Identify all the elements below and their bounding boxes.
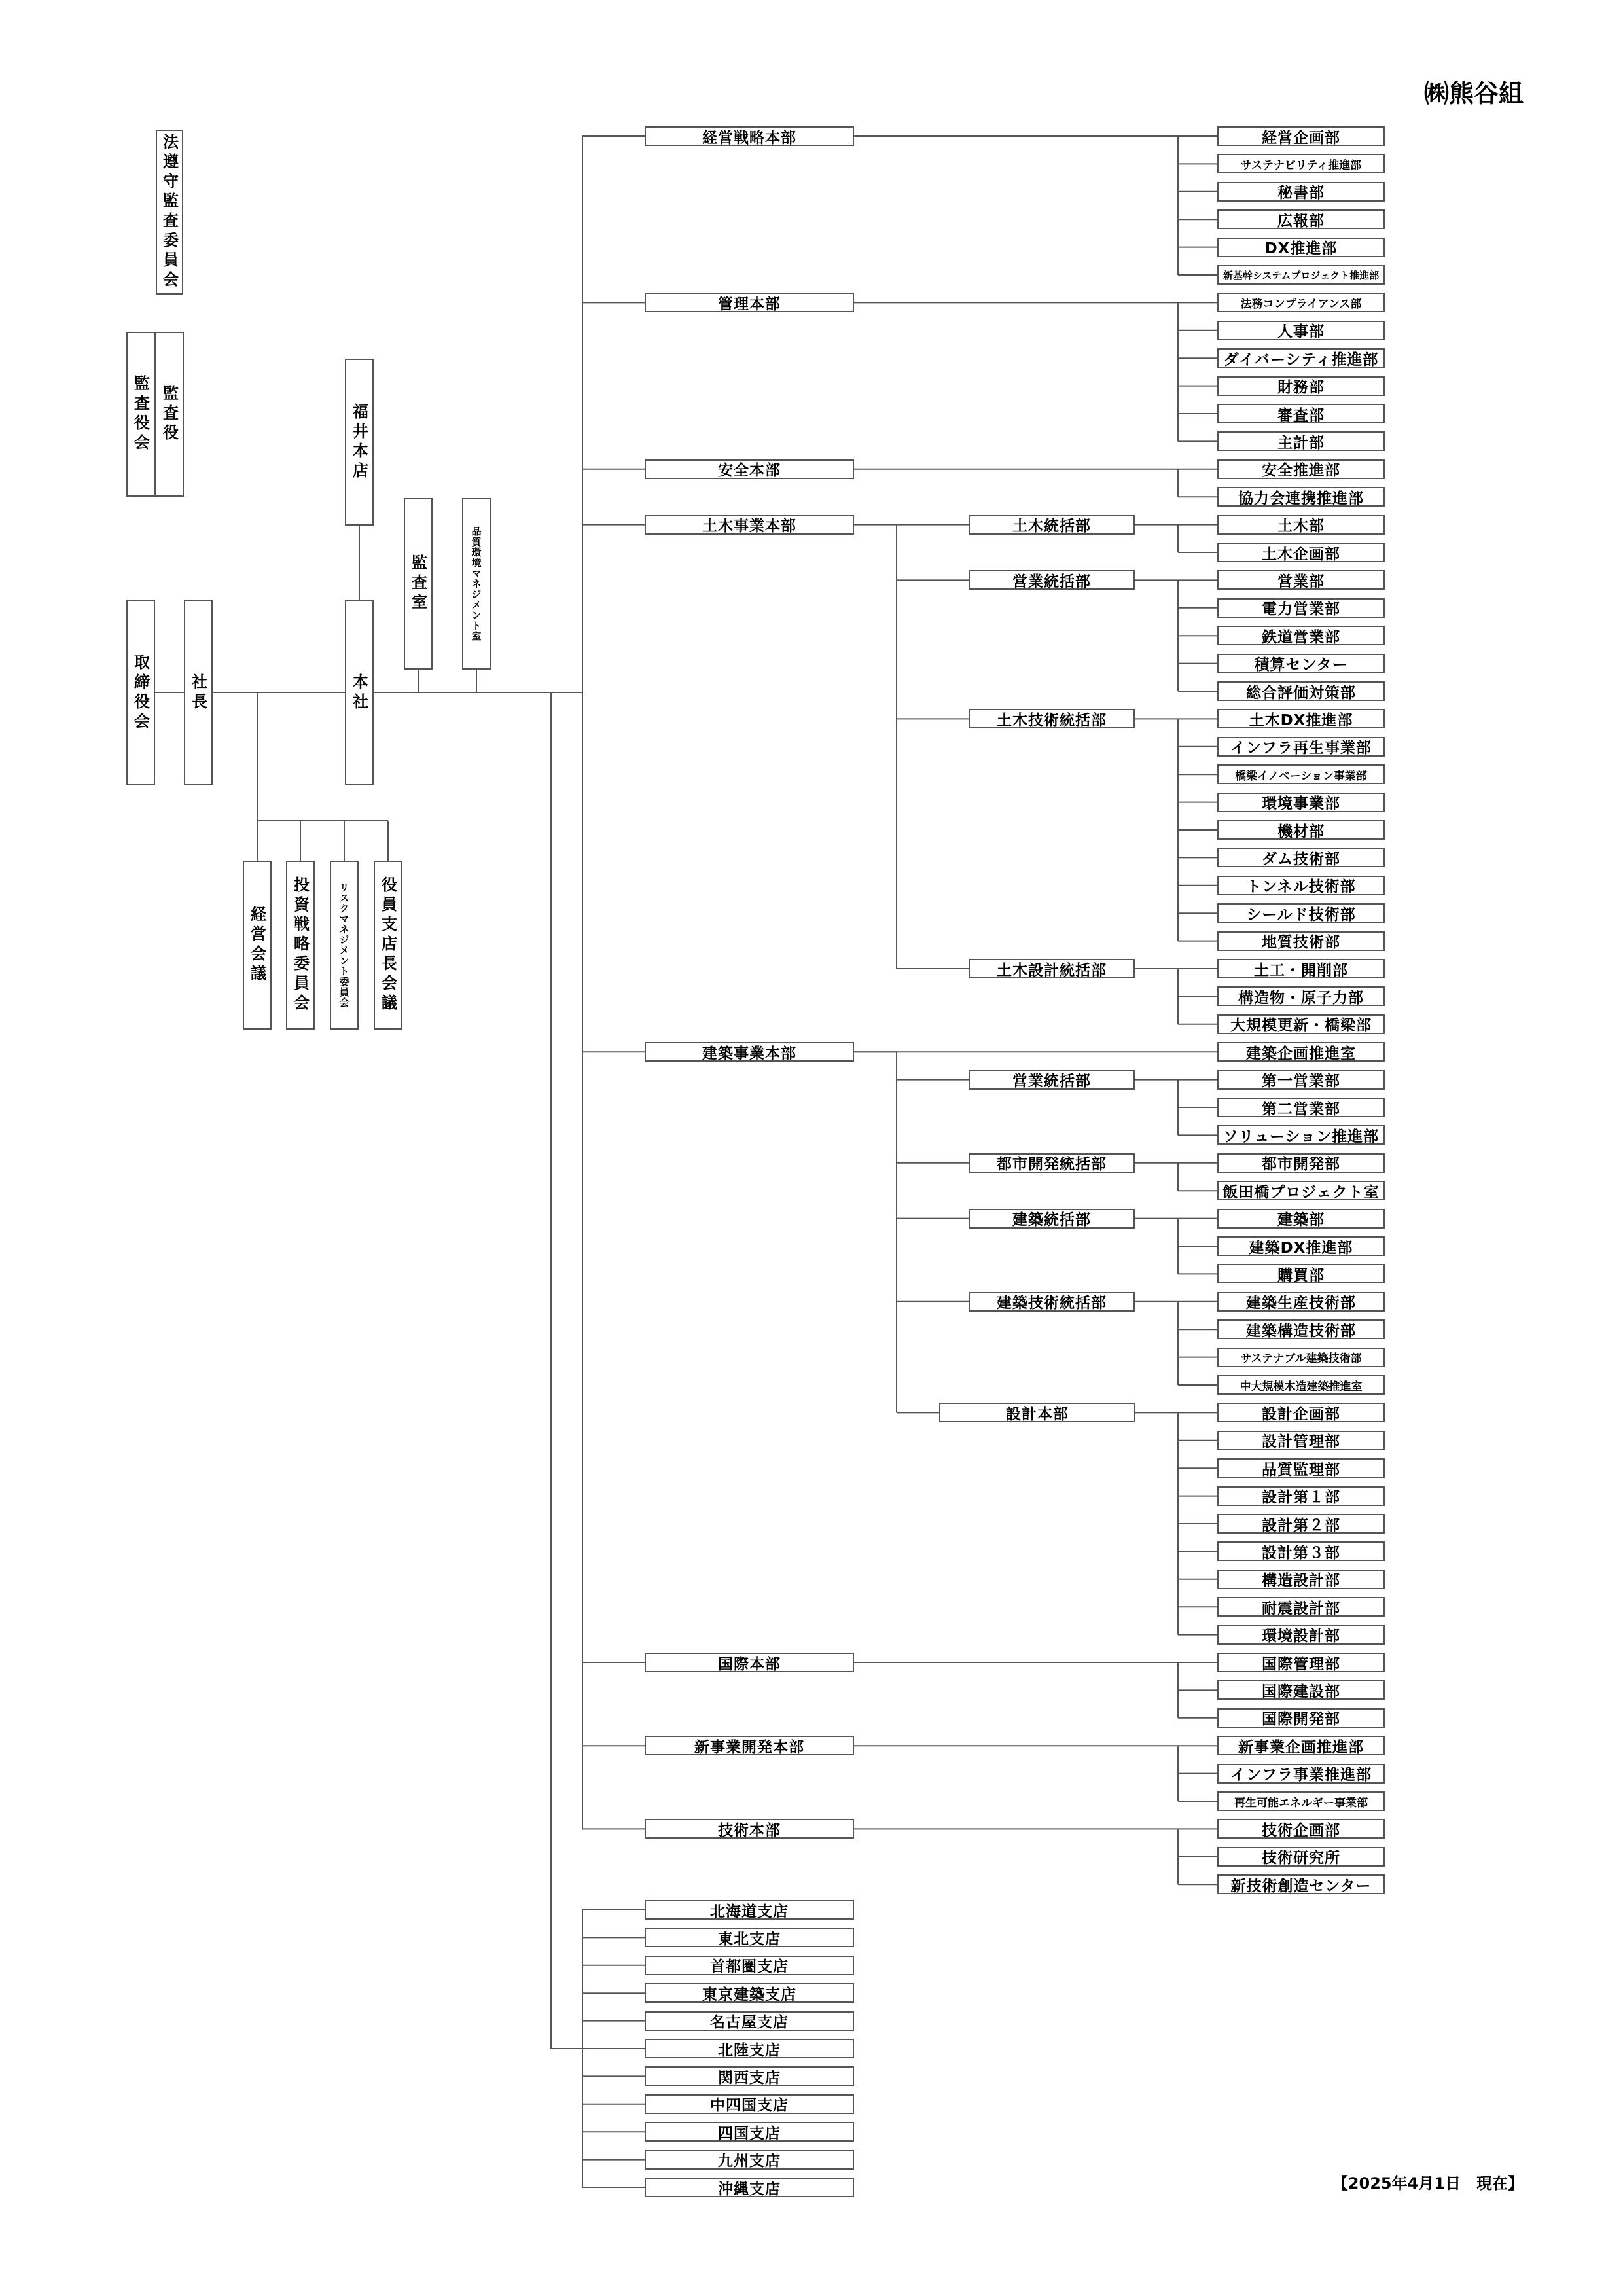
department-box: 都市開発部 bbox=[1217, 1153, 1385, 1173]
audit-board-label: 監査役会 bbox=[131, 375, 150, 454]
audit-office-box bbox=[404, 498, 433, 670]
sub-division-box: 建築技術統括部 bbox=[969, 1292, 1135, 1312]
audit-office-label: 監査室 bbox=[408, 554, 427, 613]
department-box: 積算センター bbox=[1217, 654, 1385, 673]
audit-board-box bbox=[126, 332, 155, 497]
compliance-committee-label: 法遵守監査委員会 bbox=[160, 134, 179, 291]
department-box: サステナブル建築技術部 bbox=[1217, 1348, 1385, 1367]
department-box: 営業部 bbox=[1217, 570, 1385, 590]
branch-box: 関西支店 bbox=[645, 2066, 854, 2086]
branch-box: 北海道支店 bbox=[645, 1900, 854, 1920]
head-office-label: 本社 bbox=[349, 673, 368, 713]
division-box: 経営戦略本部 bbox=[645, 126, 854, 146]
department-box: 広報部 bbox=[1217, 209, 1385, 229]
department-box: 土工・開削部 bbox=[1217, 959, 1385, 978]
department-box: 新基幹システムプロジェクト推進部 bbox=[1217, 265, 1385, 285]
department-box: 経営企画部 bbox=[1217, 126, 1385, 146]
branch-box: 九州支店 bbox=[645, 2150, 854, 2170]
department-box: 環境事業部 bbox=[1217, 793, 1385, 812]
department-box: 建築DX推進部 bbox=[1217, 1236, 1385, 1256]
president-label: 社長 bbox=[188, 673, 207, 713]
division-box: 建築事業本部 bbox=[645, 1042, 854, 1062]
branch-box: 名古屋支店 bbox=[645, 2011, 854, 2031]
head-office-box bbox=[345, 600, 374, 785]
department-box: 橋梁イノベーション事業部 bbox=[1217, 764, 1385, 784]
department-box: 法務コンプライアンス部 bbox=[1217, 293, 1385, 312]
council-label: リスクマネジメント委員会 bbox=[338, 882, 350, 1008]
department-box: DX推進部 bbox=[1217, 238, 1385, 257]
department-box: 鉄道営業部 bbox=[1217, 626, 1385, 645]
fukui-head-office-box bbox=[345, 359, 374, 526]
quality-office-label: 品質環境マネジメント室 bbox=[470, 526, 482, 641]
department-box: 電力営業部 bbox=[1217, 598, 1385, 618]
council-box bbox=[286, 861, 315, 1030]
department-box: 建築部 bbox=[1217, 1209, 1385, 1229]
council-box bbox=[374, 861, 402, 1030]
department-box: 技術研究所 bbox=[1217, 1847, 1385, 1867]
department-box: シールド技術部 bbox=[1217, 903, 1385, 923]
department-box: 審査部 bbox=[1217, 404, 1385, 423]
department-box: 技術企画部 bbox=[1217, 1819, 1385, 1839]
council-box bbox=[330, 861, 359, 1030]
department-box: 設計企画部 bbox=[1217, 1403, 1385, 1422]
division-box: 土木事業本部 bbox=[645, 515, 854, 535]
department-box: 設計第１部 bbox=[1217, 1486, 1385, 1506]
sub-division-box: 都市開発統括部 bbox=[969, 1153, 1135, 1173]
department-box: 新事業企画推進部 bbox=[1217, 1736, 1385, 1755]
sub-division-box: 営業統括部 bbox=[969, 1070, 1135, 1090]
department-box: ソリューション推進部 bbox=[1217, 1125, 1385, 1145]
department-box: 国際管理部 bbox=[1217, 1653, 1385, 1672]
auditor-label: 監査役 bbox=[160, 385, 179, 444]
department-box: 土木DX推進部 bbox=[1217, 709, 1385, 728]
department-box: ダム技術部 bbox=[1217, 848, 1385, 867]
department-box: 総合評価対策部 bbox=[1217, 681, 1385, 701]
division-box: 新事業開発本部 bbox=[645, 1736, 854, 1755]
department-box: 設計管理部 bbox=[1217, 1431, 1385, 1450]
division-box: 管理本部 bbox=[645, 293, 854, 312]
division-box: 国際本部 bbox=[645, 1653, 854, 1672]
auditor-box bbox=[155, 332, 184, 497]
branch-box: 首都圏支店 bbox=[645, 1956, 854, 1975]
department-box: 構造物・原子力部 bbox=[1217, 986, 1385, 1006]
department-box: 秘書部 bbox=[1217, 182, 1385, 202]
council-label: 役員支店長会議 bbox=[378, 876, 397, 1014]
department-box: 国際開発部 bbox=[1217, 1708, 1385, 1728]
department-box: 飯田橋プロジェクト室 bbox=[1217, 1181, 1385, 1200]
sub-division-box: 営業統括部 bbox=[969, 570, 1135, 590]
quality-office-box bbox=[462, 498, 491, 670]
board-box bbox=[126, 600, 155, 785]
division-box: 技術本部 bbox=[645, 1819, 854, 1839]
department-box: 主計部 bbox=[1217, 431, 1385, 451]
branch-box: 東北支店 bbox=[645, 1928, 854, 1947]
council-box bbox=[243, 861, 272, 1030]
president-box bbox=[184, 600, 213, 785]
branch-box: 四国支店 bbox=[645, 2122, 854, 2142]
department-box: 地質技術部 bbox=[1217, 931, 1385, 951]
department-box: 環境設計部 bbox=[1217, 1625, 1385, 1645]
branch-box: 北陸支店 bbox=[645, 2039, 854, 2058]
department-box: 機材部 bbox=[1217, 820, 1385, 840]
department-box: 土木部 bbox=[1217, 515, 1385, 535]
department-box: 第一営業部 bbox=[1217, 1070, 1385, 1090]
council-label: 経営会議 bbox=[247, 906, 266, 984]
department-box: 建築生産技術部 bbox=[1217, 1292, 1385, 1312]
sub-division-box: 建築統括部 bbox=[969, 1209, 1135, 1229]
department-box: トンネル技術部 bbox=[1217, 876, 1385, 895]
compliance-committee-box bbox=[156, 130, 183, 295]
sub-division-box: 土木設計統括部 bbox=[969, 959, 1135, 978]
as-of-date: 【2025年4月1日 現在】 bbox=[1332, 2174, 1524, 2193]
branch-box: 中四国支店 bbox=[645, 2094, 854, 2114]
council-label: 投資戦略委員会 bbox=[291, 876, 310, 1014]
department-box: 品質監理部 bbox=[1217, 1458, 1385, 1478]
fukui-head-office-label: 福井本店 bbox=[349, 403, 368, 482]
branch-box: 沖縄支店 bbox=[645, 2178, 854, 2197]
sub-division-box: 土木統括部 bbox=[969, 515, 1135, 535]
department-box: 人事部 bbox=[1217, 321, 1385, 340]
department-box: 設計第３部 bbox=[1217, 1541, 1385, 1561]
department-box: 購買部 bbox=[1217, 1264, 1385, 1283]
company-name: ㈱熊谷組 bbox=[1423, 79, 1524, 108]
department-box: ダイバーシティ推進部 bbox=[1217, 348, 1385, 368]
department-box: 協力会連携推進部 bbox=[1217, 487, 1385, 507]
sub-division-box: 土木技術統括部 bbox=[969, 709, 1135, 728]
sub-division-box: 設計本部 bbox=[939, 1403, 1135, 1422]
department-box: インフラ再生事業部 bbox=[1217, 737, 1385, 757]
department-box: 安全推進部 bbox=[1217, 459, 1385, 479]
division-box: 安全本部 bbox=[645, 459, 854, 479]
department-box: 中大規模木造建築推進室 bbox=[1217, 1375, 1385, 1395]
department-box: 再生可能エネルギー事業部 bbox=[1217, 1791, 1385, 1811]
department-box: 耐震設計部 bbox=[1217, 1597, 1385, 1617]
department-box: 建築企画推進室 bbox=[1217, 1042, 1385, 1062]
department-box: インフラ事業推進部 bbox=[1217, 1764, 1385, 1784]
department-box: 財務部 bbox=[1217, 376, 1385, 396]
department-box: 構造設計部 bbox=[1217, 1570, 1385, 1589]
branch-box: 東京建築支店 bbox=[645, 1983, 854, 2003]
department-box: 建築構造技術部 bbox=[1217, 1319, 1385, 1339]
department-box: 土木企画部 bbox=[1217, 543, 1385, 562]
department-box: 第二営業部 bbox=[1217, 1098, 1385, 1117]
department-box: 国際建設部 bbox=[1217, 1680, 1385, 1700]
department-box: 設計第２部 bbox=[1217, 1514, 1385, 1534]
department-box: サステナビリティ推進部 bbox=[1217, 154, 1385, 173]
board-label: 取締役会 bbox=[131, 653, 150, 732]
department-box: 新技術創造センター bbox=[1217, 1874, 1385, 1894]
department-box: 大規模更新・橋梁部 bbox=[1217, 1014, 1385, 1034]
